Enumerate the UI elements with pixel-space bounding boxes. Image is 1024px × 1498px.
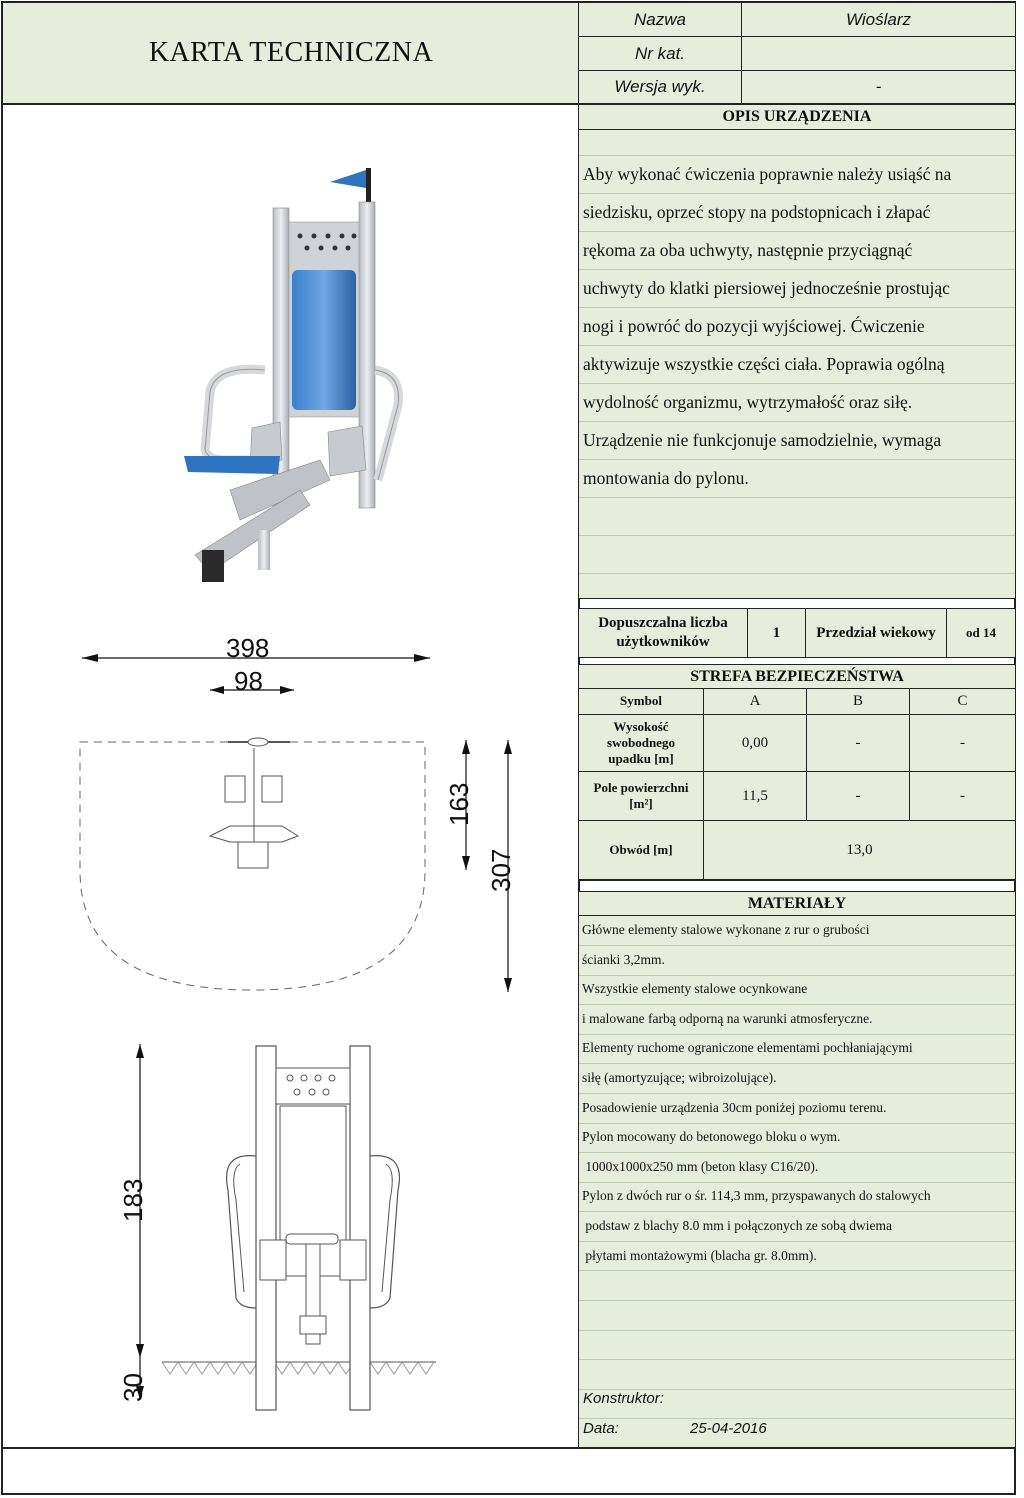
date-label: Data:	[583, 1420, 619, 1437]
fall-height-value: -	[960, 734, 965, 751]
header-label: Nazwa	[579, 3, 742, 36]
symbol-label: Symbol	[620, 693, 662, 709]
description-line: montowania do pylonu.	[583, 468, 749, 488]
age-label: Przedział wiekowy	[816, 624, 936, 641]
materials-line: płytami montażowymi (blacha gr. 8.0mm).	[582, 1248, 817, 1263]
materials-title: MATERIAŁY	[579, 891, 1015, 916]
dim-depth-inner: 163	[444, 782, 474, 826]
users-value: 1	[772, 624, 781, 641]
materials-line: Pylon mocowany do betonowego bloku o wym.	[582, 1129, 841, 1144]
sheet-title-box	[3, 3, 579, 103]
sheet-title: KARTA TECHNICZNA	[148, 37, 434, 68]
header-value	[742, 37, 1015, 70]
equipment-illustration	[170, 160, 410, 590]
description-line: rękoma za oba uchwyty, następnie przyciągnąć	[583, 240, 913, 260]
description-line: Urządzenie nie funkcjonuje samodzielnie, wymaga	[583, 430, 942, 450]
age-value: od 14	[966, 624, 996, 640]
date-value: 25-04-2016	[690, 1420, 767, 1437]
fall-height-value: 0,00	[741, 734, 769, 751]
description-line: siedzisku, oprzeć stopy na podstopnicach i złapać	[583, 202, 931, 222]
users-label: Dopuszczalna liczba użytkowników	[598, 615, 728, 650]
area-value: -	[960, 787, 965, 804]
header-value: Wioślarz	[845, 9, 912, 29]
description-line: aktywizuje wszystkie części ciała. Poprawia ogólną	[583, 354, 945, 374]
safety-title: STREFA BEZPIECZEŃSTWA	[579, 664, 1015, 689]
materials-line: i malowane farbą odporną na warunki atmosferyczne.	[582, 1011, 873, 1026]
materials-line: ścianki 3,2mm.	[582, 952, 665, 967]
front-view-diagram	[100, 1040, 450, 1420]
description-line: uchwyty do klatki piersiowej jednocześnie prostując	[583, 278, 950, 298]
constructor-label: Konstruktor:	[583, 1390, 664, 1407]
materials-line: Posadowienie urządzenia 30cm poniżej poziomu terenu.	[582, 1100, 887, 1115]
header-value: -	[875, 77, 882, 96]
header-row-name	[579, 3, 1015, 37]
description-title: OPIS URZĄDZENIA	[579, 105, 1015, 130]
column-header: B	[852, 693, 863, 710]
dim-width-inner: 98	[234, 666, 263, 696]
description-line: wydolność organizmu, wytrzymałość oraz siłę.	[583, 392, 913, 412]
dim-depth-ground: 30	[118, 1373, 148, 1402]
materials-line: Elementy ruchome ograniczone elementami pochłaniającymi	[582, 1040, 913, 1055]
fall-height-value: -	[855, 734, 861, 751]
materials-line: 1000x1000x250 mm (beton klasy C16/20).	[582, 1159, 819, 1174]
column-header: C	[957, 693, 968, 710]
perimeter-value: 13,0	[846, 841, 873, 858]
description-line: nogi i powróć do pozycji wyjściowej. Ćwiczenie	[583, 316, 925, 336]
header-label: Nr kat.	[579, 37, 742, 70]
materials-line: siłę (amortyzujące; wibroizolujące).	[582, 1070, 777, 1085]
dim-depth-total: 307	[486, 848, 516, 892]
description-line: Aby wykonać ćwiczenia poprawnie należy usiąść na	[583, 164, 952, 184]
top-view-diagram	[70, 630, 530, 1000]
materials-line: Pylon z dwóch rur o śr. 114,3 mm, przyspawanych do stalowych	[582, 1188, 931, 1203]
area-value: 11,5	[742, 787, 768, 804]
header-label: Wersja wyk.	[579, 71, 742, 103]
materials-line: Wszystkie elementy stalowe ocynkowane	[582, 981, 808, 996]
dim-height: 183	[118, 1178, 148, 1222]
column-header: A	[749, 693, 761, 710]
dim-width-total: 398	[226, 633, 270, 663]
materials-line: podstaw z blachy 8.0 mm i połączonych ze sobą dwiema	[582, 1218, 893, 1233]
header-row-version	[579, 71, 1015, 103]
header-row-catalog	[579, 37, 1015, 71]
perimeter-label: Obwód [m]	[609, 841, 673, 857]
area-value: -	[855, 787, 861, 804]
fall-height-label: Wysokość swobodnego upadku [m]	[607, 718, 675, 767]
divider	[3, 1447, 1015, 1449]
area-label: Pole powierzchni [m²]	[593, 779, 689, 811]
materials-line: Główne elementy stalowe wykonane z rur o grubości	[582, 922, 870, 937]
